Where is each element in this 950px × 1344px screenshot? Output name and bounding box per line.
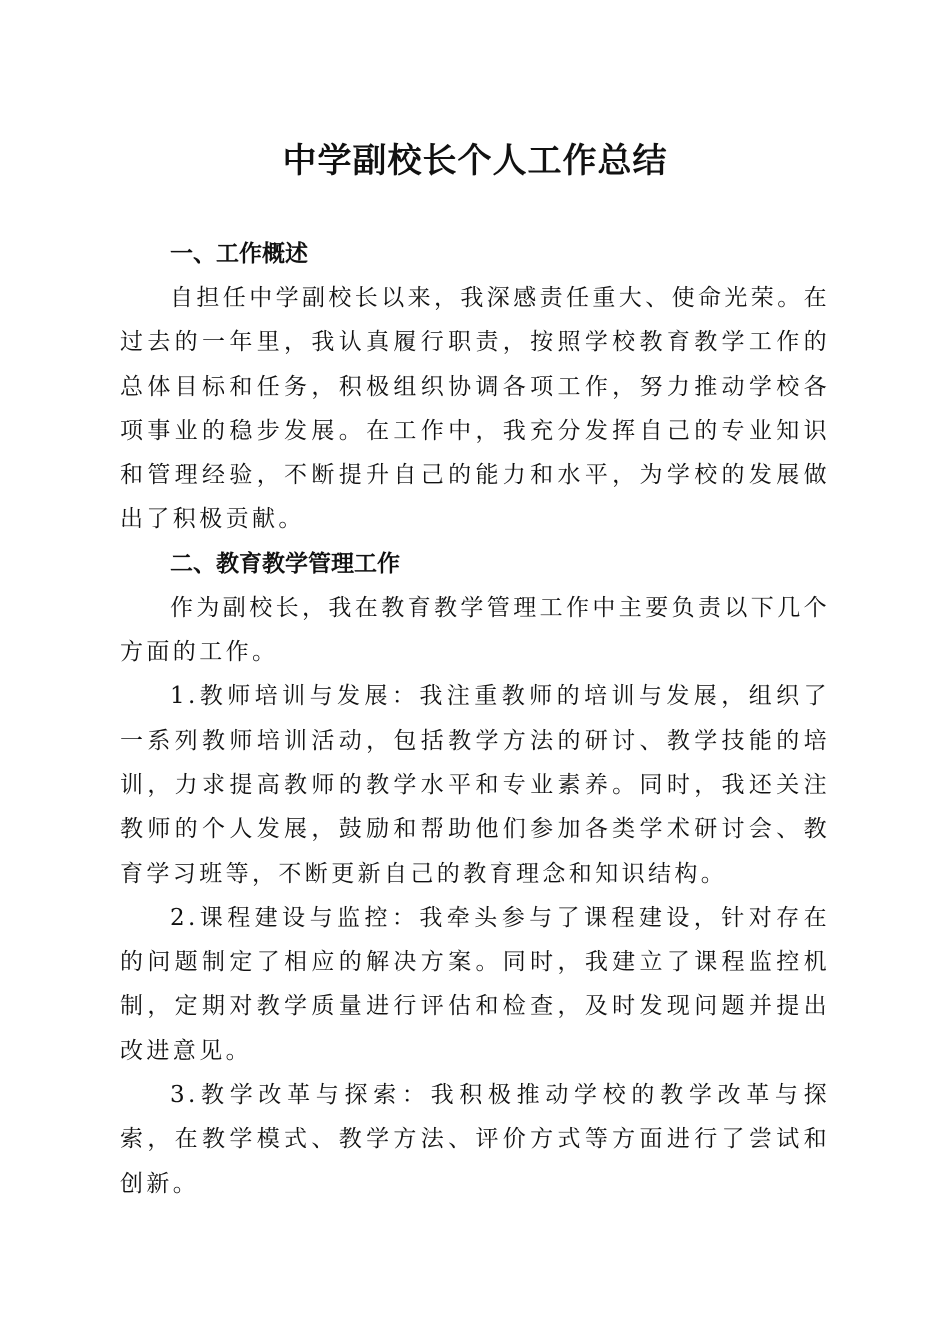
- paragraph-curriculum: 2.课程建设与监控：我牵头参与了课程建设，针对存在的问题制定了相应的解决方案。同时，我建立了课程监控机制，定期对教学质量进行评估和检查，及时发现问题并提出改进意见。: [120, 904, 830, 1064]
- paragraph: 作为副校长，我在教育教学管理工作中主要负责以下几个方面的工作。: [120, 594, 830, 666]
- paragraph-teacher-training: 1.教师培训与发展：我注重教师的培训与发展，组织了一系列教师培训活动，包括教学方法的研讨、教学技能的培训，力求提高教师的教学水平和专业素养。同时，我还关注教师的个人发展，鼓励和帮助他们参加各类学术研讨会、教育学习班等，不断更新自己的教育理念和知识结构。: [120, 683, 830, 887]
- section-work-overview: [120, 232, 830, 542]
- document-body: [120, 232, 830, 1206]
- section-heading: 一、工作概述: [170, 241, 308, 267]
- paragraph-teaching-reform: 3.教学改革与探索：我积极推动学校的教学改革与探索，在教学模式、教学方法、评价方式等方面进行了尝试和创新。: [120, 1082, 830, 1197]
- section-teaching-management: [120, 542, 830, 1206]
- paragraph: 自担任中学副校长以来，我深感责任重大、使命光荣。在过去的一年里，我认真履行职责，按照学校教育教学工作的总体目标和任务，积极组织协调各项工作，努力推动学校各项事业的稳步发展。在工作中，我充分发挥自己的专业知识和管理经验，不断提升自己的能力和水平，为学校的发展做出了积极贡献。: [120, 285, 830, 533]
- section-heading: 二、教育教学管理工作: [170, 550, 400, 577]
- document-title: 中学副校长个人工作总结: [282, 141, 668, 181]
